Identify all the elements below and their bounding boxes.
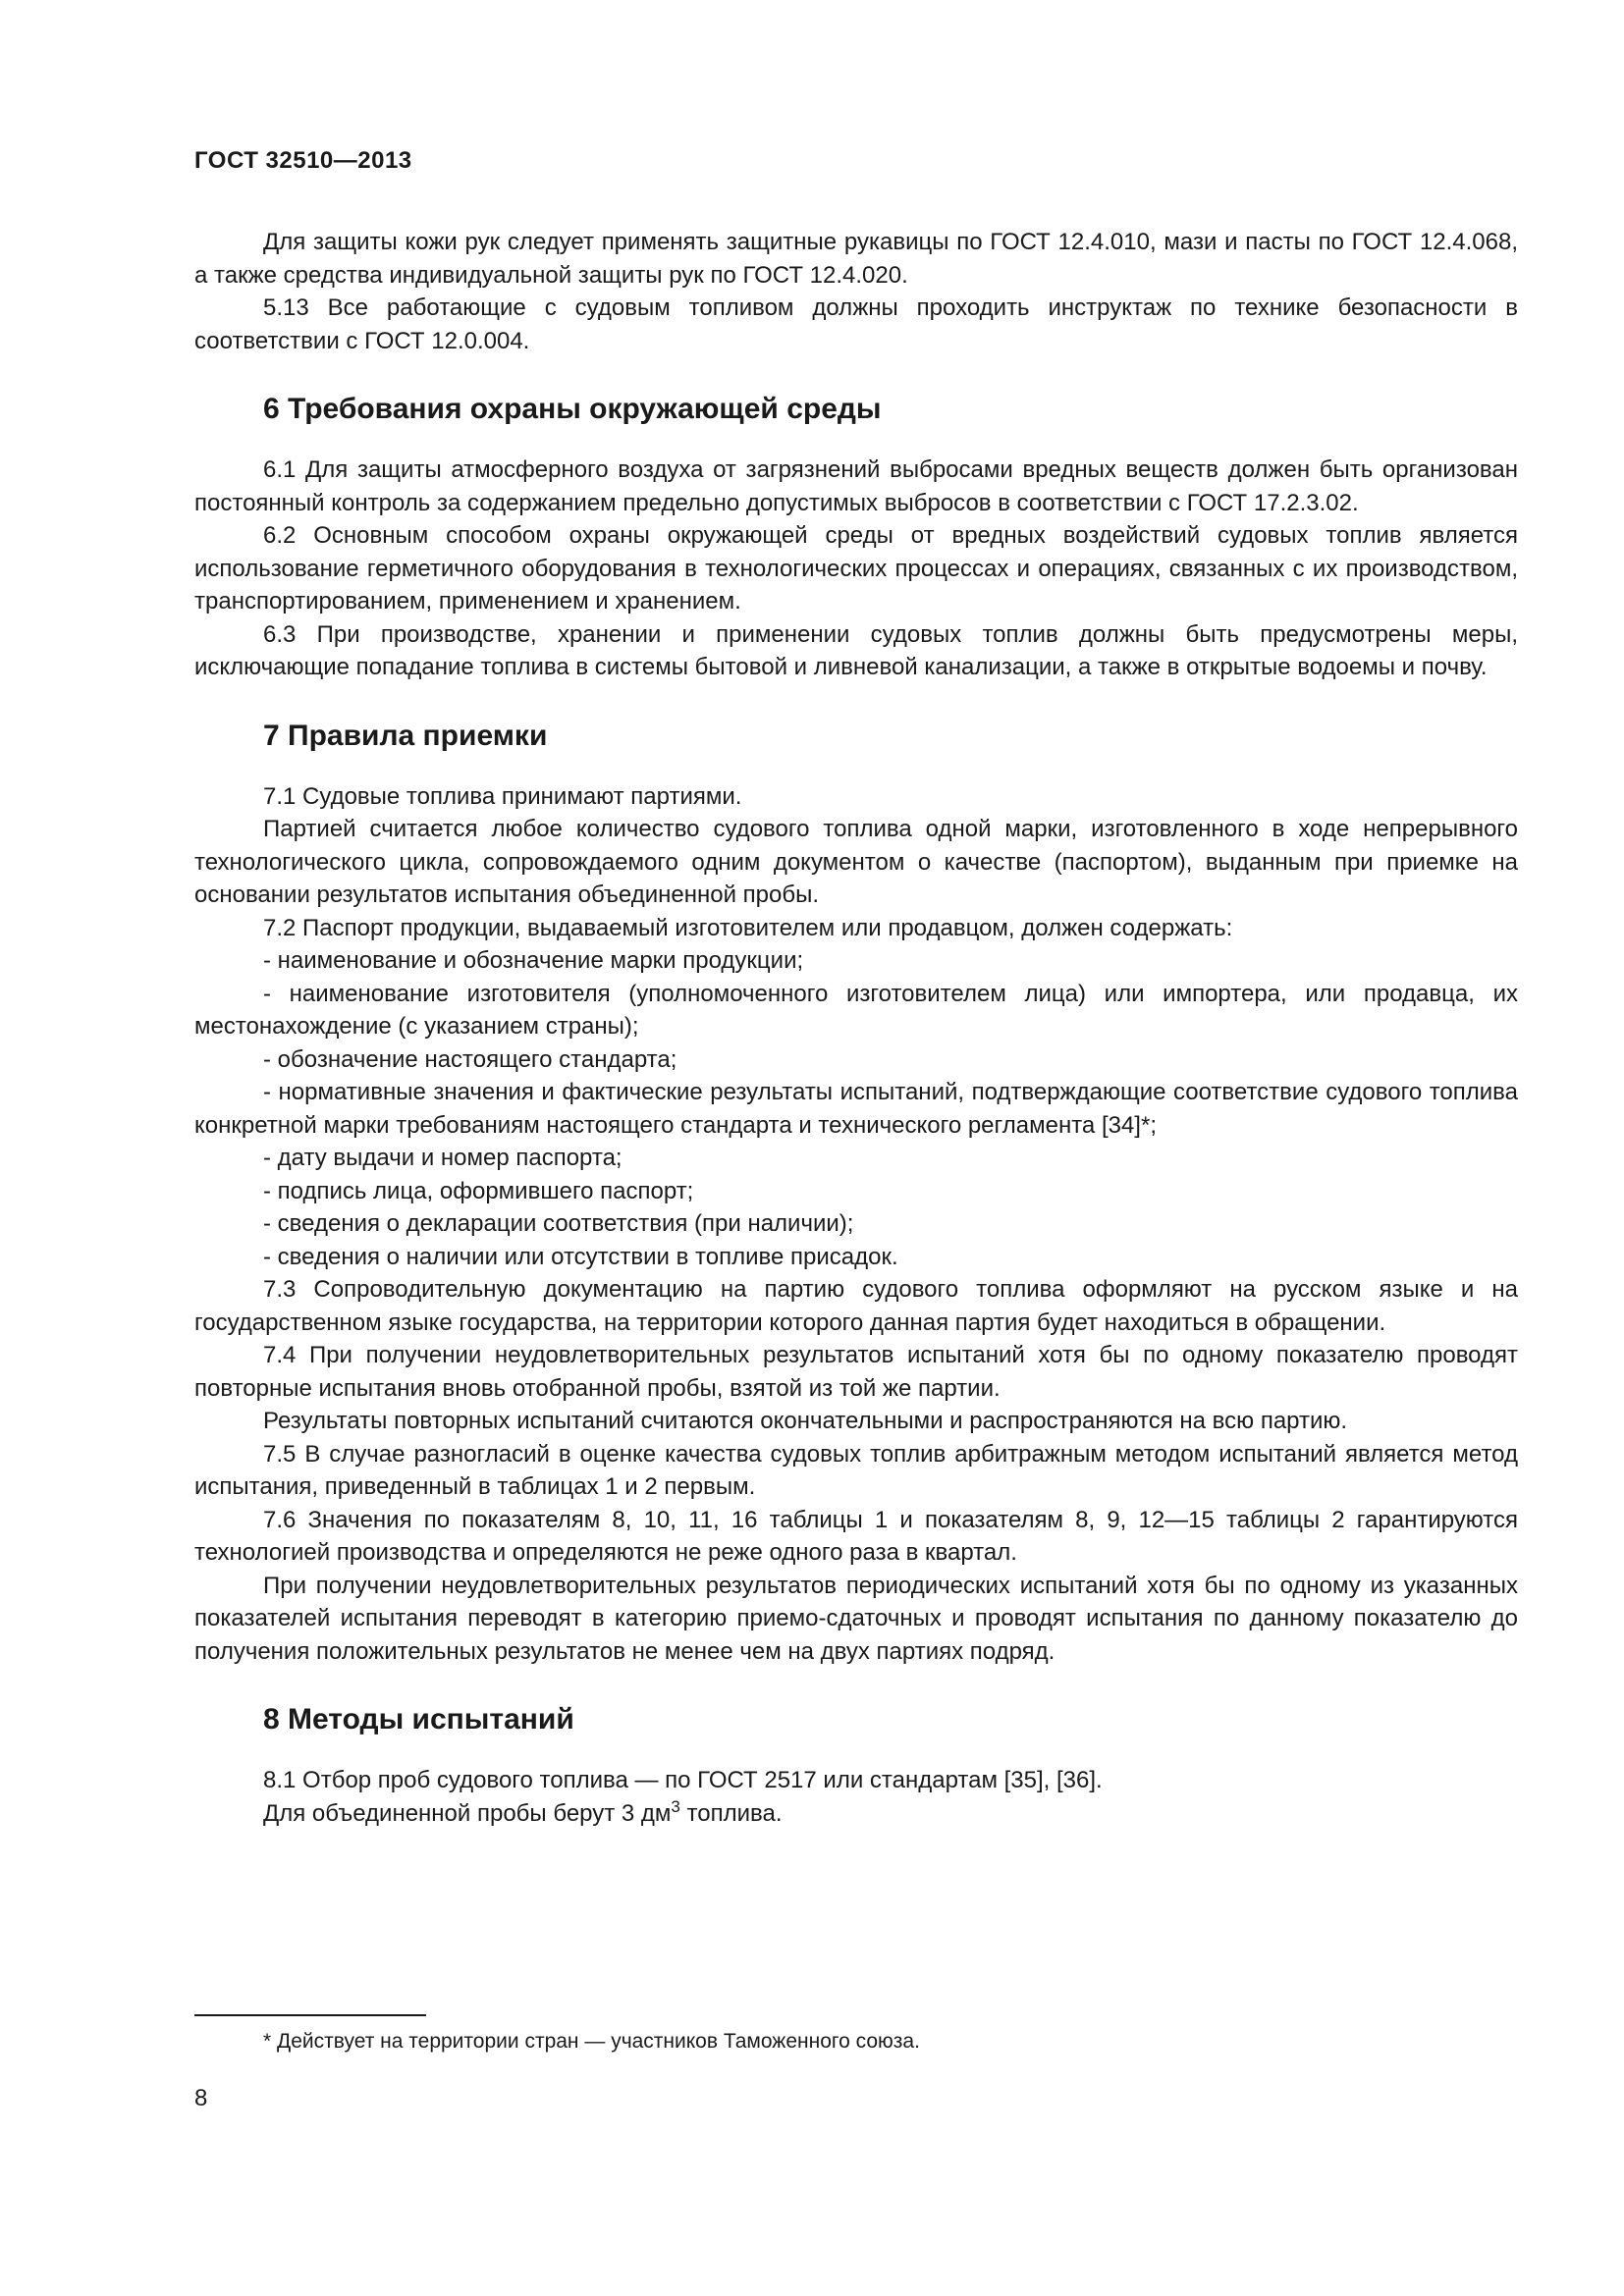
footnote: * Действует на территории стран — участников Таможенного союза. [263, 2030, 920, 2053]
paragraph: - подпись лица, оформившего паспорт; [263, 1177, 694, 1204]
paragraph: - дату выдачи и номер паспорта; [263, 1145, 623, 1171]
paragraph: - сведения о наличии или отсутствии в топливе присадок. [263, 1243, 898, 1270]
paragraph: 7.4 При получении неудовлетворительных результатов испытаний хотя бы по одному показателю проводят повторные испытания вновь отобранной пробы, взятой из той же партии. [194, 1342, 1518, 1402]
paragraph: Партией считается любое количество судового топлива одной марки, изготовленного в ходе непрерывного технологического цикла, сопровождаемого одним документом о качестве (паспортом), выданным при приемке на основании результатов испытания объединенной пробы. [194, 816, 1518, 908]
paragraph: - обозначение настоящего стандарта; [263, 1045, 677, 1073]
paragraph: При получении неудовлетворительных результатов периодических испытаний хотя бы по одному из указанных показателей испытания переводят в категорию приемо-сдаточных и проводят испытания по данному показателю до получения положительных результатов не менее чем на двух партиях подряд. [194, 1572, 1518, 1665]
document-body [194, 226, 1518, 1830]
paragraph: - наименование изготовителя (уполномоченного изготовителем лица) или импортера, или продавца, их местонахождение (с указанием страны); [194, 980, 1518, 1040]
sample-volume-text-after: топлива. [679, 1799, 783, 1827]
section-heading: 7 Правила приемки [263, 719, 548, 752]
paragraph: Для защиты кожи рук следует применять защитные рукавицы по ГОСТ 12.4.010, мази и пасты по ГОСТ 12.4.068, а также средства индивидуальной защиты рук по ГОСТ 12.4.020. [194, 229, 1518, 289]
paragraph: 6.2 Основным способом охраны окружающей среды от вредных воздействий судовых топлив является использование герметичного оборудования в технологических процессах и операциях, связанных с их производством, транспортированием, применением и хранением. [194, 522, 1518, 614]
footnote-divider [194, 2014, 426, 2016]
paragraph: 7.3 Сопроводительную документацию на партию судового топлива оформляют на русском языке и на государственном языке государства, на территории которого данная партия будет находиться в обращении. [194, 1276, 1518, 1336]
page-number: 8 [194, 2085, 208, 2111]
paragraph: 7.2 Паспорт продукции, выдаваемый изготовителем или продавцом, должен содержать: [263, 914, 1233, 941]
paragraph: 7.6 Значения по показателям 8, 10, 11, 16 таблицы 1 и показателям 8, 9, 12—15 таблицы 2 гарантируются технологией производства и определяются не реже одного раза в квартал. [194, 1506, 1518, 1566]
section-heading: 8 Методы испытаний [263, 1703, 574, 1735]
paragraph: 5.13 Все работающие с судовым топливом должны проходить инструктаж по технике безопасности в соответствии с ГОСТ 12.0.004. [194, 294, 1518, 354]
paragraph: - наименование и обозначение марки продукции; [263, 947, 804, 974]
paragraph: 7.5 В случае разногласий в оценке качества судовых топлив арбитражным методом испытаний является метод испытания, приведенный в таблицах 1 и 2 первым. [194, 1440, 1518, 1500]
paragraph: Результаты повторных испытаний считаются окончательными и распространяются на всю партию. [263, 1408, 1348, 1434]
paragraph: 8.1 Отбор проб судового топлива — по ГОСТ 2517 или стандартам [35], [36]. [263, 1767, 1103, 1793]
sample-volume-superscript: 3 [671, 1796, 680, 1816]
paragraph: 6.3 При производстве, хранении и применении судовых топлив должны быть предусмотрены меры, исключающие попадание топлива в системы бытовой и ливневой канализации, а также в открытые водоемы и почву. [194, 620, 1518, 680]
paragraph-sample-volume [194, 1797, 1518, 1831]
paragraph: - нормативные значения и фактические результаты испытаний, подтверждающие соответствие судового топлива конкретной марки требованиям настоящего стандарта и технического регламента [34]*; [194, 1079, 1518, 1139]
sample-volume-text-before: Для объединенной пробы берут 3 дм [263, 1799, 672, 1827]
paragraph: 7.1 Судовые топлива принимают партиями. [263, 782, 742, 810]
paragraph: - сведения о декларации соответствия (при наличии); [263, 1210, 854, 1237]
document-code-header: ГОСТ 32510—2013 [194, 147, 412, 174]
section-heading: 6 Требования охраны окружающей среды [263, 393, 882, 425]
paragraph: 6.1 Для защиты атмосферного воздуха от загрязнений выбросами вредных веществ должен быть организован постоянный контроль за содержанием предельно допустимых выбросов в соответствии с ГОСТ 17.2.3.02. [194, 456, 1518, 516]
